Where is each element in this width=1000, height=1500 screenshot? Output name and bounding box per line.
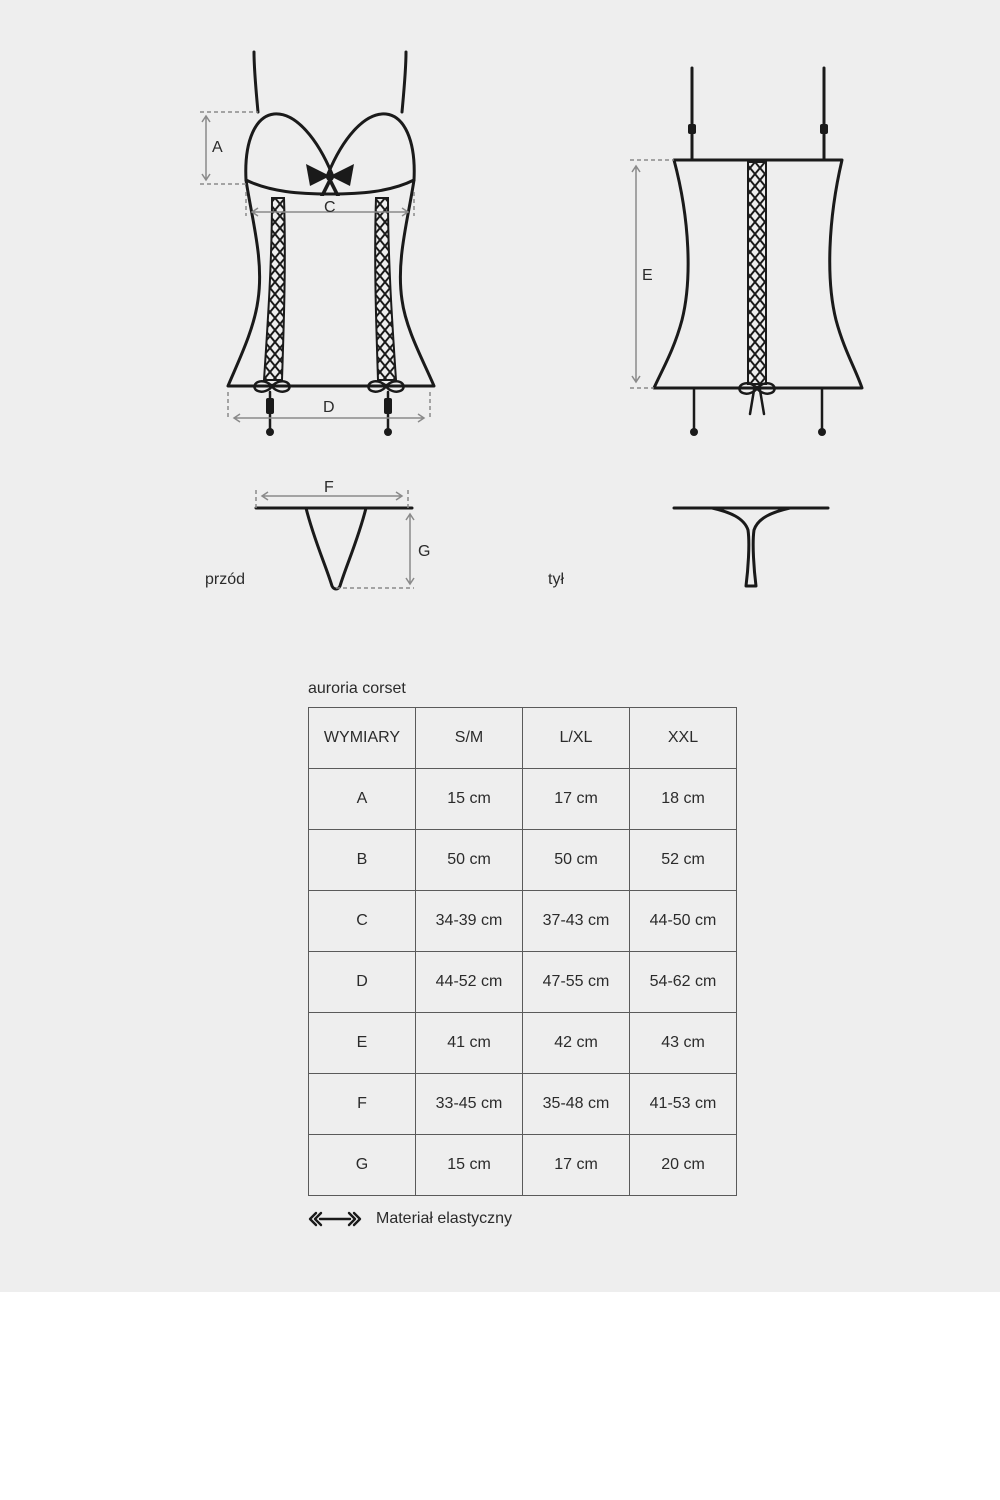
table-cell: E bbox=[309, 1013, 416, 1074]
lace-panel-back bbox=[748, 162, 766, 384]
table-cell: 15 cm bbox=[416, 1135, 523, 1196]
table-cell: 41 cm bbox=[416, 1013, 523, 1074]
table-row bbox=[309, 1074, 737, 1135]
table-title: auroria corset bbox=[308, 680, 406, 697]
legend bbox=[308, 1208, 512, 1230]
legend-text: Materiał elastyczny bbox=[376, 1210, 513, 1227]
table-cell: D bbox=[309, 952, 416, 1013]
garment-diagram bbox=[0, 0, 1000, 640]
table-row bbox=[309, 830, 737, 891]
dim-label-f: F bbox=[324, 479, 334, 496]
table-cell: 18 cm bbox=[630, 769, 737, 830]
dim-label-a: A bbox=[212, 139, 223, 156]
table-cell: 37-43 cm bbox=[523, 891, 630, 952]
header-cell: L/XL bbox=[523, 708, 630, 769]
table-cell: A bbox=[309, 769, 416, 830]
back-view-label: tył bbox=[548, 571, 564, 588]
table-cell: 52 cm bbox=[630, 830, 737, 891]
dim-label-e: E bbox=[642, 267, 653, 284]
table-cell: 20 cm bbox=[630, 1135, 737, 1196]
thong-back bbox=[674, 508, 828, 586]
table-cell: 43 cm bbox=[630, 1013, 737, 1074]
table-cell: F bbox=[309, 1074, 416, 1135]
header-cell: WYMIARY bbox=[309, 708, 416, 769]
table-cell: 54-62 cm bbox=[630, 952, 737, 1013]
front-view-label: przód bbox=[205, 571, 246, 588]
table-row bbox=[309, 769, 737, 830]
table-cell: G bbox=[309, 1135, 416, 1196]
table-cell: 17 cm bbox=[523, 1135, 630, 1196]
table-cell: 47-55 cm bbox=[523, 952, 630, 1013]
table-cell: 35-48 cm bbox=[523, 1074, 630, 1135]
dim-label-g: G bbox=[418, 543, 431, 560]
dim-label-c: C bbox=[324, 199, 336, 216]
header-cell: XXL bbox=[630, 708, 737, 769]
garters-back bbox=[694, 383, 822, 432]
cup-right bbox=[328, 114, 414, 180]
table-cell: 42 cm bbox=[523, 1013, 630, 1074]
table-cell: 50 cm bbox=[523, 830, 630, 891]
corset-front bbox=[228, 52, 434, 386]
header-cell: S/M bbox=[416, 708, 523, 769]
table-cell: 50 cm bbox=[416, 830, 523, 891]
table-cell: B bbox=[309, 830, 416, 891]
table-row bbox=[309, 891, 737, 952]
cup-left bbox=[246, 114, 332, 180]
lace-panels-front bbox=[264, 198, 396, 380]
strap-right bbox=[402, 52, 406, 112]
table-cell: 44-50 cm bbox=[630, 891, 737, 952]
thong-front bbox=[256, 508, 412, 589]
table-row bbox=[309, 1135, 737, 1196]
elastic-arrows-icon bbox=[308, 1211, 362, 1227]
table-cell: 34-39 cm bbox=[416, 891, 523, 952]
dimension-lines-thong bbox=[256, 490, 414, 588]
table-row bbox=[309, 1013, 737, 1074]
table-cell: 44-52 cm bbox=[416, 952, 523, 1013]
size-table bbox=[308, 707, 737, 1196]
table-cell: C bbox=[309, 891, 416, 952]
dim-label-d: D bbox=[323, 399, 335, 416]
table-cell: 41-53 cm bbox=[630, 1074, 737, 1135]
table-cell: 17 cm bbox=[523, 769, 630, 830]
strap-left bbox=[254, 52, 258, 112]
table-header-row bbox=[309, 708, 737, 769]
table-cell: 15 cm bbox=[416, 769, 523, 830]
table-cell: 33-45 cm bbox=[416, 1074, 523, 1135]
table-row bbox=[309, 952, 737, 1013]
